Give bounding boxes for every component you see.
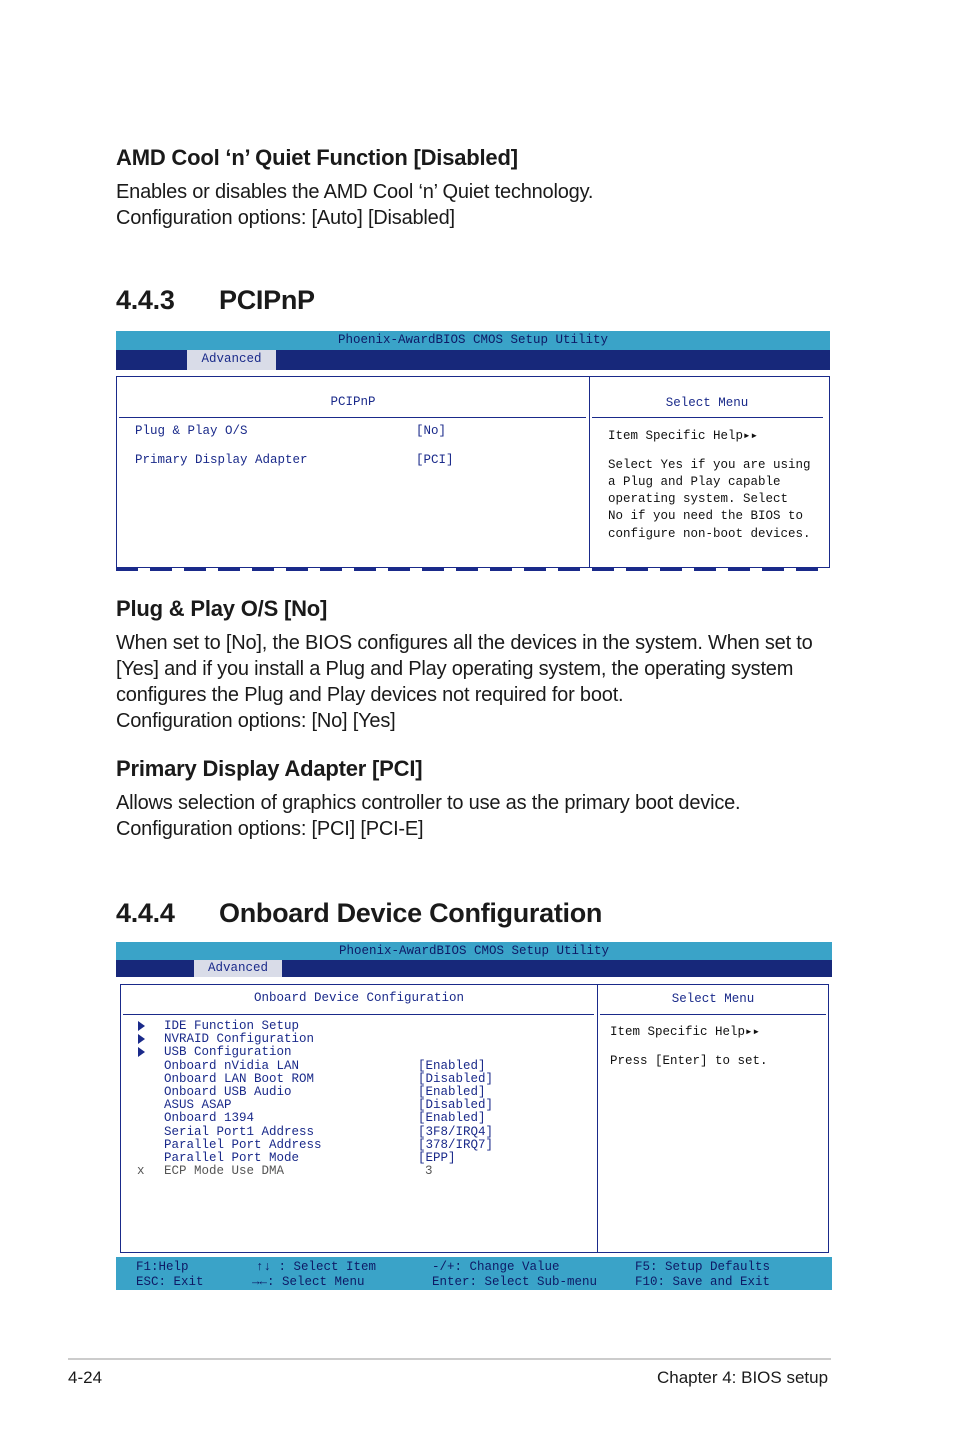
menu-item-serial-port1-address[interactable]: Serial Port1 Address [164, 1125, 315, 1139]
menu-item-parallel-port-mode[interactable]: Parallel Port Mode [164, 1151, 300, 1165]
help-title-underline [592, 417, 823, 418]
amd-cool-n-quiet-heading: AMD Cool ‘n’ Quiet Function [Disabled] [116, 145, 518, 170]
page-number: 4-24 [68, 1368, 103, 1387]
section-heading-pcipnp [116, 285, 315, 316]
menu-item-parallel-port-address[interactable]: Parallel Port Address [164, 1138, 322, 1152]
key-select-item: ↑↓ : Select Item [256, 1260, 377, 1274]
key-enter-submenu: Enter: Select Sub-menu [432, 1275, 598, 1289]
primary-display-adapter-options: Configuration options: [PCI] [PCI-E] [116, 818, 424, 840]
menu-value[interactable]: [Enabled] [418, 1059, 486, 1073]
bios-title-bar: Phoenix-AwardBIOS CMOS Setup Utility [116, 331, 830, 350]
menu-value[interactable]: [EPP] [418, 1151, 456, 1165]
menu-value: 3 [425, 1164, 433, 1178]
panel-title-underline [123, 1014, 594, 1015]
key-esc-exit: ESC: Exit [136, 1275, 204, 1289]
submenu-arrow-icon [138, 1034, 145, 1044]
bios-cut-edge [116, 568, 830, 571]
tab-advanced[interactable]: Advanced [194, 960, 282, 977]
help-line: Press [Enter] to set. [610, 1054, 768, 1068]
menu-value-primary-display-adapter[interactable]: [PCI] [416, 453, 454, 467]
key-change-value: -/+: Change Value [432, 1260, 560, 1274]
tab-advanced[interactable]: Advanced [187, 350, 276, 370]
amd-config-options: Configuration options: [Auto] [Disabled] [116, 207, 455, 229]
primary-display-adapter-heading: Primary Display Adapter [PCI] [116, 756, 423, 781]
menu-value-plug-play-os[interactable]: [No] [416, 424, 447, 438]
plug-play-os-text: configures the Plug and Play devices not required for boot. [116, 684, 624, 706]
key-f10-save-exit: F10: Save and Exit [635, 1275, 771, 1289]
chapter-label: Chapter 4: BIOS setup [657, 1368, 829, 1387]
plug-play-os-text: When set to [No], the BIOS configures all the devices in the system. When set to [116, 632, 813, 654]
disabled-marker: x [137, 1164, 145, 1178]
section-number: 4.4.3 [116, 285, 175, 315]
help-title: Select Menu [671, 992, 755, 1006]
menu-item-asus-asap[interactable]: ASUS ASAP [164, 1098, 232, 1112]
plug-play-os-options: Configuration options: [No] [Yes] [116, 710, 396, 732]
menu-item-onboard-1394[interactable]: Onboard 1394 [164, 1111, 255, 1125]
panel-divider [597, 984, 598, 1253]
help-line: operating system. Select [608, 492, 789, 506]
menu-item-onboard-nvidia-lan[interactable]: Onboard nVidia LAN [164, 1059, 300, 1073]
help-line: a Plug and Play capable [608, 475, 781, 489]
menu-value[interactable]: [Enabled] [418, 1085, 486, 1099]
key-f1-help: F1:Help [136, 1260, 189, 1274]
menu-item-plug-play-os[interactable]: Plug & Play O/S [135, 424, 248, 438]
panel-title-underline [119, 417, 586, 418]
panel-title: Onboard Device Configuration [253, 991, 465, 1005]
menu-item-onboard-usb-audio[interactable]: Onboard USB Audio [164, 1085, 292, 1099]
help-title: Select Menu [665, 396, 749, 410]
amd-description: Enables or disables the AMD Cool ‘n’ Quiet technology. [116, 181, 594, 203]
section-title: Onboard Device Configuration [219, 898, 603, 928]
help-heading: Item Specific Help▸▸ [610, 1025, 761, 1039]
help-line: configure non-boot devices. [608, 527, 811, 541]
submenu-ide-function-setup[interactable]: IDE Function Setup [164, 1019, 300, 1033]
help-line: Select Yes if you are using [608, 458, 811, 472]
key-f5-defaults: F5: Setup Defaults [635, 1260, 771, 1274]
help-title-underline [600, 1014, 826, 1015]
menu-item-primary-display-adapter[interactable]: Primary Display Adapter [135, 453, 308, 467]
plug-play-os-heading: Plug & Play O/S [No] [116, 596, 328, 621]
menu-value[interactable]: [Disabled] [418, 1098, 494, 1112]
section-number: 4.4.4 [116, 898, 175, 928]
submenu-nvraid-configuration[interactable]: NVRAID Configuration [164, 1032, 315, 1046]
submenu-arrow-icon [138, 1047, 145, 1057]
help-heading: Item Specific Help▸▸ [608, 429, 759, 443]
menu-item-ecp-mode-use-dma: ECP Mode Use DMA [164, 1164, 285, 1178]
submenu-arrow-icon [138, 1021, 145, 1031]
section-heading-onboard-device [116, 898, 602, 929]
primary-display-adapter-text: Allows selection of graphics controller to use as the primary boot device. [116, 792, 741, 814]
submenu-usb-configuration[interactable]: USB Configuration [164, 1045, 292, 1059]
menu-value[interactable]: [Disabled] [418, 1072, 494, 1086]
help-line: No if you need the BIOS to [608, 509, 804, 523]
footer-rule [68, 1358, 831, 1360]
section-title: PCIPnP [219, 285, 315, 315]
plug-play-os-text: [Yes] and if you install a Plug and Play operating system, the operating system [116, 658, 794, 680]
bios-title-bar: Phoenix-AwardBIOS CMOS Setup Utility [116, 942, 832, 960]
key-select-menu: →←: Select Menu [252, 1275, 365, 1289]
menu-value[interactable]: [Enabled] [418, 1111, 486, 1125]
menu-value[interactable]: [3F8/IRQ4] [418, 1125, 494, 1139]
menu-value[interactable]: [378/IRQ7] [418, 1138, 494, 1152]
menu-item-onboard-lan-boot-rom[interactable]: Onboard LAN Boot ROM [164, 1072, 315, 1086]
panel-title: PCIPnP [330, 395, 376, 409]
